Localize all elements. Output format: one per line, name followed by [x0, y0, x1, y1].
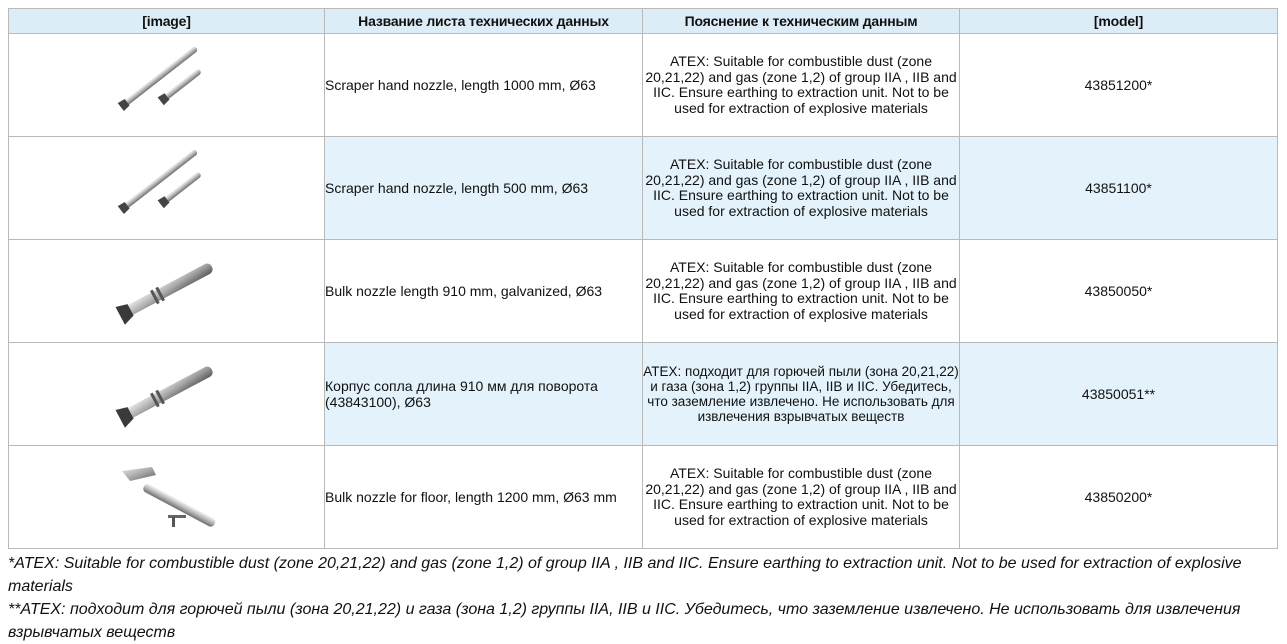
- header-explanation: Пояснение к техническим данным: [643, 9, 960, 34]
- product-explanation: ATEX: Suitable for combustible dust (zone 20,21,22) and gas (zone 1,2) of group IIA , IIB and IIC. Ensure earthing to extraction unit. Not to be used for extraction of explosive materials: [643, 240, 960, 343]
- table-header-row: [9, 9, 1278, 34]
- table-row: [9, 343, 1278, 446]
- bulk-nozzle-icon: [112, 354, 222, 434]
- table-row: [9, 240, 1278, 343]
- product-image-cell: [9, 137, 325, 240]
- product-model: 43850051**: [960, 343, 1278, 446]
- table-row: [9, 137, 1278, 240]
- footnote-english: *ATEX: Suitable for combustible dust (zone 20,21,22) and gas (zone 1,2) of group IIA , IIB and IIC. Ensure earthing to extraction unit. Not to be used for extraction of explosive materials: [8, 555, 1242, 595]
- table-row: [9, 34, 1278, 137]
- product-image-cell: [9, 34, 325, 137]
- table-row: [9, 446, 1278, 549]
- product-model: 43851100*: [960, 137, 1278, 240]
- scraper-nozzle-pair-icon: [112, 45, 222, 125]
- product-explanation: ATEX: подходит для горючей пыли (зона 20,21,22) и газа (зона 1,2) группы IIA, IIB и IIC. Убедитесь, что заземление извлечено. Не использовать для извлечения взрывчатых веществ: [643, 343, 960, 446]
- footnotes: [8, 552, 1283, 644]
- product-explanation: ATEX: Suitable for combustible dust (zone 20,21,22) and gas (zone 1,2) of group IIA , IIB and IIC. Ensure earthing to extraction unit. Not to be used for extraction of explosive materials: [643, 446, 960, 549]
- bulk-nozzle-icon: [112, 251, 222, 331]
- product-model: 43851200*: [960, 34, 1278, 137]
- product-name: Scraper hand nozzle, length 1000 mm, Ø63: [325, 34, 643, 137]
- header-name: Название листа технических данных: [325, 9, 643, 34]
- product-name: Bulk nozzle for floor, length 1200 mm, Ø63 mm: [325, 446, 643, 549]
- product-image-cell: [9, 446, 325, 549]
- scraper-nozzle-pair-icon: [112, 148, 222, 228]
- header-image: [image]: [9, 9, 325, 34]
- product-name: Bulk nozzle length 910 mm, galvanized, Ø63: [325, 240, 643, 343]
- footnote-russian: **ATEX: подходит для горючей пыли (зона 20,21,22) и газа (зона 1,2) группы IIA, IIB и IIC. Убедитесь, что заземление извлечено. Не использовать для извлечения взрывчатых веществ: [8, 601, 1241, 641]
- product-name: Корпус сопла длина 910 мм для поворота (43843100), Ø63: [325, 343, 643, 446]
- product-image-cell: [9, 343, 325, 446]
- product-explanation: ATEX: Suitable for combustible dust (zone 20,21,22) and gas (zone 1,2) of group IIA , IIB and IIC. Ensure earthing to extraction unit. Not to be used for extraction of explosive materials: [643, 137, 960, 240]
- product-image-cell: [9, 240, 325, 343]
- tech-data-table: [8, 8, 1278, 549]
- product-name: Scraper hand nozzle, length 500 mm, Ø63: [325, 137, 643, 240]
- product-model: 43850050*: [960, 240, 1278, 343]
- header-model: [model]: [960, 9, 1278, 34]
- floor-nozzle-icon: [112, 457, 222, 537]
- product-explanation: ATEX: Suitable for combustible dust (zone 20,21,22) and gas (zone 1,2) of group IIA , IIB and IIC. Ensure earthing to extraction unit. Not to be used for extraction of explosive materials: [643, 34, 960, 137]
- product-model: 43850200*: [960, 446, 1278, 549]
